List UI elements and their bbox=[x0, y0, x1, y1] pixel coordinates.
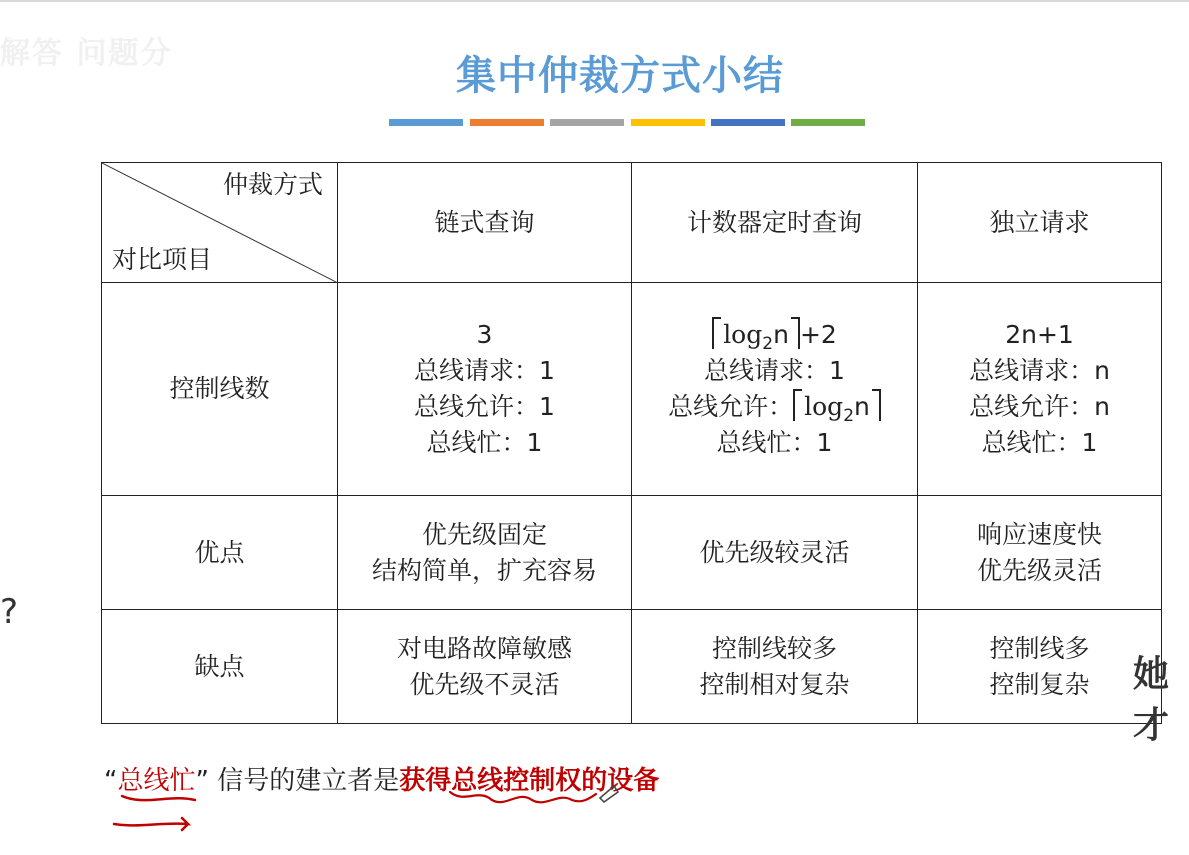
log-text: log bbox=[723, 320, 763, 349]
cell-counter-control-lines bbox=[632, 283, 918, 496]
ceil-right-bracket bbox=[872, 389, 881, 421]
column-header-chain-polling: 链式查询 bbox=[338, 163, 632, 283]
edge-cut-text: 她才 bbox=[1133, 654, 1170, 746]
footer-answer: 获得总线控制权的设备 bbox=[399, 766, 660, 796]
log-arg: n bbox=[773, 320, 789, 349]
title-color-bar bbox=[470, 119, 544, 126]
open-quote: “ bbox=[104, 766, 118, 796]
row-header-advantages: 优点 bbox=[102, 496, 338, 610]
cell-line: 总线忙：1 bbox=[716, 428, 833, 457]
ceil-log-formula bbox=[632, 317, 917, 353]
formula-suffix: +2 bbox=[799, 320, 837, 349]
cell-line: 控制复杂 bbox=[989, 669, 1090, 699]
page-title: 集中仲裁方式小结 bbox=[456, 53, 784, 99]
title-color-bar bbox=[389, 119, 463, 126]
cell-line: 优先级不灵活 bbox=[409, 669, 560, 699]
cell-independent-control-lines bbox=[918, 283, 1162, 496]
log-text: log bbox=[804, 392, 844, 421]
cell-line: 2n+1 bbox=[1005, 320, 1074, 349]
cell-counter-disadvantages bbox=[632, 610, 918, 724]
cell-line: 总线请求：1 bbox=[414, 356, 555, 385]
cell-line: 控制线多 bbox=[989, 633, 1090, 663]
cell-line: 3 bbox=[476, 320, 493, 349]
ceil-left-bracket bbox=[712, 317, 721, 349]
diagonal-header-cell bbox=[102, 163, 338, 283]
ceil-right-bracket bbox=[791, 317, 800, 349]
title-color-bar bbox=[791, 119, 865, 126]
formula-prefix: 总线允许： bbox=[668, 392, 794, 421]
cell-line: 对电路故障敏感 bbox=[396, 633, 572, 663]
corner-label-comparison-item: 对比项目 bbox=[112, 245, 213, 274]
column-header-counter-polling: 计数器定时查询 bbox=[632, 163, 918, 283]
cell-chain-disadvantages bbox=[338, 610, 632, 724]
table-header-row bbox=[102, 163, 1162, 283]
corner-label-arbitration-method: 仲裁方式 bbox=[222, 170, 323, 199]
table-row-advantages bbox=[102, 496, 1162, 610]
cell-line: 优先级灵活 bbox=[976, 555, 1102, 585]
title-color-bar bbox=[550, 119, 624, 126]
ceil-left-bracket bbox=[793, 389, 802, 421]
cell-line: 响应速度快 bbox=[976, 519, 1102, 549]
cell-independent-disadvantages bbox=[918, 610, 1162, 724]
cell-line: 总线请求：1 bbox=[704, 356, 845, 385]
cell-line: 总线允许：1 bbox=[414, 392, 555, 421]
title-color-bar bbox=[711, 119, 785, 126]
close-quote: ” bbox=[195, 766, 209, 796]
cell-counter-advantages bbox=[632, 496, 918, 610]
cell-line: 控制线较多 bbox=[711, 633, 837, 663]
footer-middle-text: 信号的建立者是 bbox=[217, 766, 400, 796]
arbitration-summary-table bbox=[101, 162, 1162, 724]
faded-background-text: 解答 问题分 bbox=[0, 36, 173, 71]
footer-note bbox=[104, 760, 659, 797]
cell-chain-advantages bbox=[338, 496, 632, 610]
table-row-control-lines bbox=[102, 283, 1162, 496]
edge-question-mark: ? bbox=[0, 592, 19, 632]
log-base: 2 bbox=[843, 406, 855, 426]
title-color-bar bbox=[631, 119, 705, 126]
log-arg: n bbox=[854, 392, 870, 421]
cell-line: 结构简单，扩充容易 bbox=[371, 555, 597, 585]
cell-line: 总线请求：n bbox=[969, 356, 1110, 385]
footer-term-bus-busy: 总线忙 bbox=[117, 766, 196, 796]
log-base: 2 bbox=[762, 334, 774, 354]
cell-line-bus-grant-formula bbox=[632, 389, 917, 425]
cell-line: 总线允许：n bbox=[969, 392, 1110, 421]
cell-line: 控制相对复杂 bbox=[699, 669, 850, 699]
row-header-disadvantages: 缺点 bbox=[102, 610, 338, 724]
top-divider bbox=[0, 0, 1189, 2]
cell-line: 优先级较灵活 bbox=[699, 537, 850, 567]
row-header-control-lines: 控制线数 bbox=[102, 283, 338, 496]
cell-independent-advantages bbox=[918, 496, 1162, 610]
table-row-disadvantages bbox=[102, 610, 1162, 724]
cell-chain-control-lines bbox=[338, 283, 632, 496]
cell-line: 优先级固定 bbox=[421, 519, 547, 549]
cell-line: 总线忙：1 bbox=[981, 428, 1098, 457]
cell-line: 总线忙：1 bbox=[426, 428, 543, 457]
column-header-independent-request: 独立请求 bbox=[918, 163, 1162, 283]
